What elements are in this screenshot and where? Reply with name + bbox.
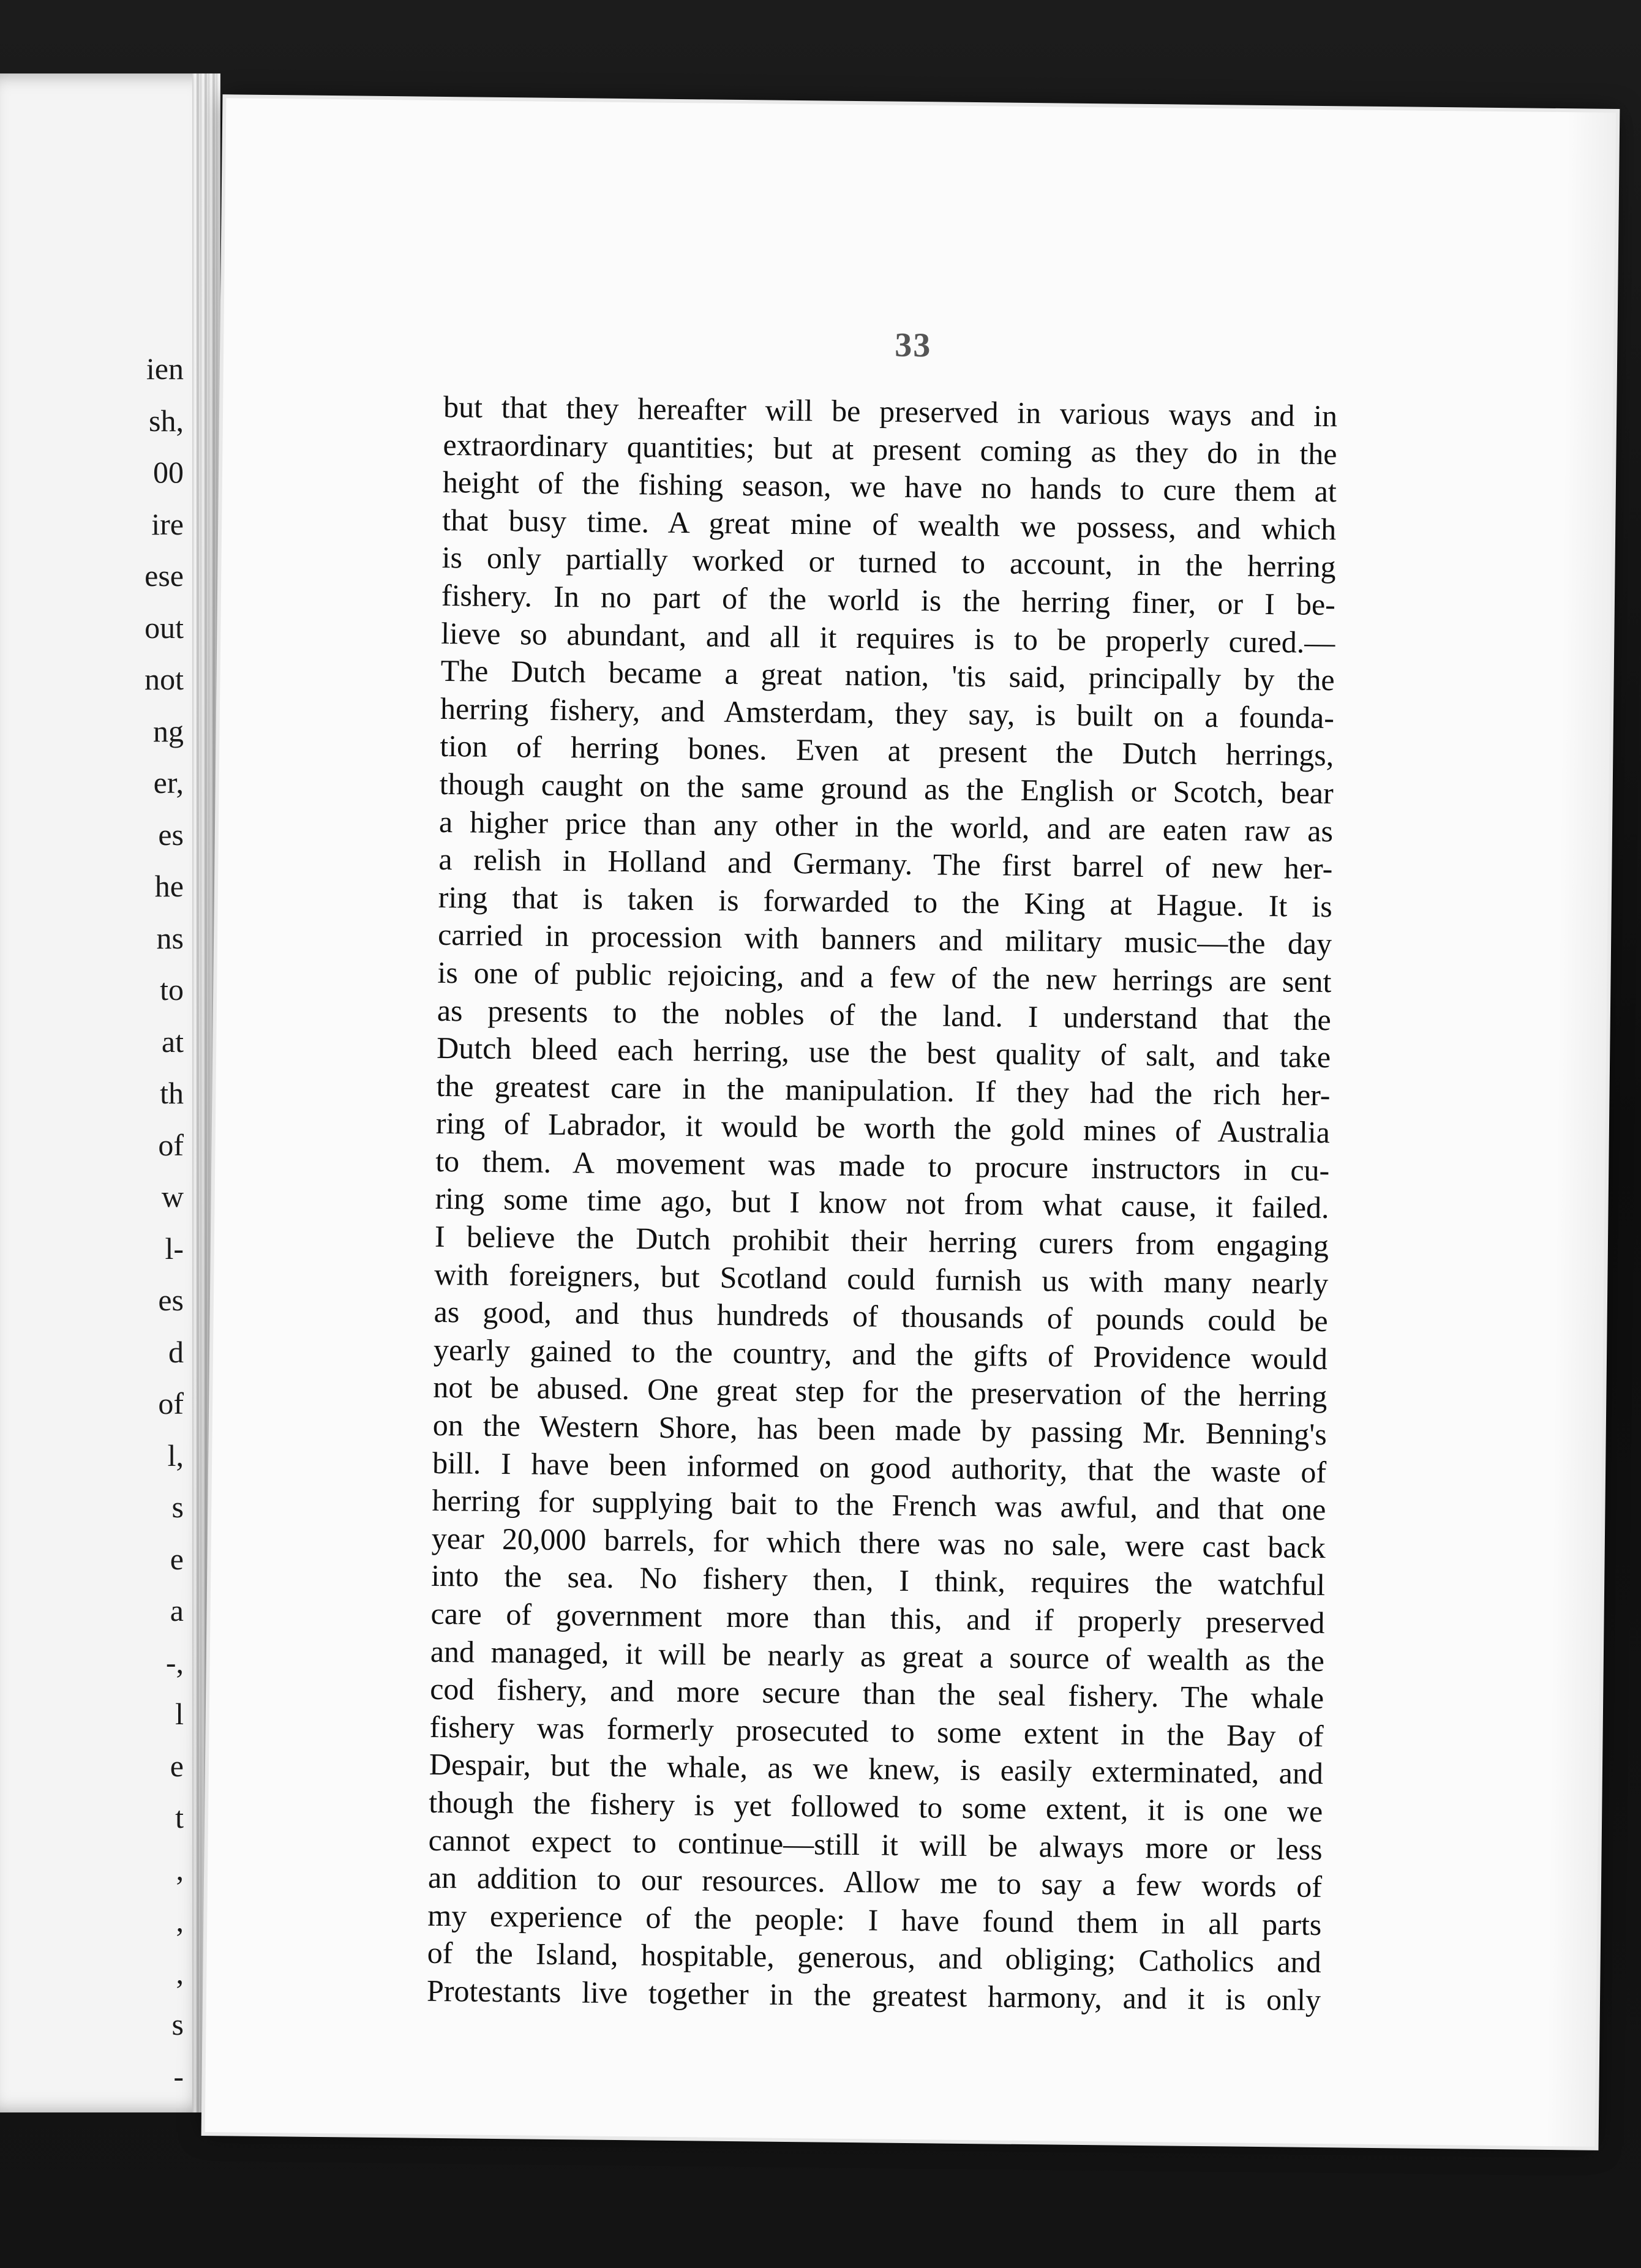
left-fragment: ire: [151, 506, 184, 541]
text-line: though the fishery is yet followed to some extent, it is one we: [429, 1784, 1323, 1829]
left-fragment: ese: [145, 558, 184, 593]
text-line: fishery was formerly prosecuted to some extent in the Bay of: [429, 1709, 1324, 1753]
left-fragment: a: [170, 1593, 184, 1628]
left-fragment: ns: [156, 920, 184, 955]
left-fragment: t: [175, 1800, 184, 1834]
text-line: as good, and thus hundreds of thousands of pounds could be: [434, 1294, 1328, 1339]
left-fragment: -: [173, 2059, 184, 2093]
text-line: my experience of the people: I have found them in all parts: [427, 1898, 1322, 1942]
text-line: bill. I have been informed on good authority, that the waste of: [432, 1445, 1327, 1489]
left-fragment: he: [154, 869, 184, 903]
page-number: 33: [894, 326, 932, 365]
left-fragment: er,: [153, 765, 184, 800]
left-fragment: l,: [167, 1438, 184, 1473]
text-line: is one of public rejoicing, and a few of the new herrings are sent: [437, 955, 1332, 999]
text-line: of the Island, hospitable, generous, and obliging; Catholics and: [427, 1936, 1321, 1980]
text-line: an addition to our resources. Allow me to say a few words of: [427, 1860, 1323, 1904]
text-line: herring for supplying bait to the French was awful, and that one: [432, 1483, 1326, 1527]
left-fragment: -,: [165, 1645, 184, 1680]
left-page-text-fragments: [110, 343, 184, 2102]
text-line: ring that is taken is forwarded to the King at Hague. It is: [438, 879, 1333, 923]
text-line: yearly gained to the country, and the gifts of Providence would: [433, 1332, 1328, 1376]
text-line: the greatest care in the manipulation. If they had the rich her-: [436, 1068, 1331, 1112]
left-fragment: ien: [146, 351, 184, 386]
text-line: to them. A movement was made to procure instructors in cu-: [435, 1143, 1330, 1188]
text-line: carried in procession with banners and military music—the day: [437, 917, 1332, 961]
left-fragment: s: [171, 2007, 184, 2041]
left-fragment: e: [170, 1748, 184, 1783]
text-line: fishery. In no part of the world is the herring finer, or I be-: [441, 577, 1336, 622]
left-fragment: 00: [153, 455, 184, 489]
text-line: I believe the Dutch prohibit their herring curers from engaging: [434, 1218, 1329, 1263]
text-line: cannot expect to continue—still it will be always more or less: [428, 1822, 1323, 1866]
text-line: height of the fishing season, we have no hands to cure them at: [442, 465, 1337, 509]
text-line: on the Western Shore, has been made by passing Mr. Benning's: [432, 1407, 1327, 1452]
left-fragment: sh,: [149, 403, 184, 438]
left-fragment: out: [145, 610, 184, 645]
left-fragment: ,: [176, 1955, 184, 1990]
text-line: as presents to the nobles of the land. I understand that the: [437, 993, 1332, 1037]
text-line: extraordinary quantities; but at present coming as they do in the: [443, 427, 1337, 471]
text-line: lieve so abundant, and all it requires is to be properly cured.—: [441, 615, 1335, 659]
left-fragment: to: [160, 972, 184, 1007]
text-line: is only partially worked or turned to account, in the herring: [441, 540, 1336, 584]
text-line: that busy time. A great mine of wealth we possess, and which: [441, 502, 1337, 547]
text-line: with foreigners, but Scotland could furnish us with many nearly: [434, 1256, 1329, 1301]
text-line: a higher price than any other in the world, and are eaten raw as: [438, 804, 1334, 848]
left-fragment: of: [158, 1386, 184, 1421]
left-fragment: l: [175, 1697, 184, 1731]
text-line: but that they hereafter will be preserved in various ways and in: [443, 389, 1338, 434]
text-line: not be abused. One great step for the preservation of the herring: [433, 1370, 1327, 1414]
text-line: herring fishery, and Amsterdam, they say, is built on a founda-: [440, 691, 1335, 735]
text-line: tion of herring bones. Even at present the Dutch herrings,: [440, 729, 1334, 773]
text-line: Despair, but the whale, as we knew, is easily exterminated, and: [429, 1747, 1324, 1791]
left-fragment: s: [171, 1490, 184, 1524]
left-fragment: ,: [176, 1904, 184, 1938]
left-fragment: at: [161, 1024, 184, 1059]
text-line: cod fishery, and more secure than the seal fishery. The whale: [429, 1672, 1324, 1716]
left-fragment: l-: [165, 1231, 184, 1266]
text-line: into the sea. No fishery then, I think, requires the watchful: [430, 1558, 1326, 1602]
left-fragment: th: [160, 1076, 184, 1110]
left-fragment: not: [145, 662, 184, 696]
text-line: ring some time ago, but I know not from what cause, it failed.: [435, 1181, 1329, 1225]
page-body-text: [427, 388, 1338, 2019]
text-line: ring of Labrador, it would be worth the gold mines of Australia: [435, 1106, 1331, 1150]
left-fragment: ng: [153, 713, 184, 748]
left-fragment: es: [158, 1283, 184, 1317]
left-fragment: of: [158, 1127, 184, 1162]
left-fragment: w: [161, 1179, 184, 1214]
text-line: and managed, it will be nearly as great a source of wealth as the: [430, 1634, 1325, 1678]
text-line: year 20,000 barrels, for which there was no sale, were cast back: [431, 1520, 1326, 1564]
text-line: care of government more than this, and if properly preserved: [430, 1596, 1325, 1640]
left-fragment: d: [168, 1334, 184, 1369]
main-page: [205, 98, 1617, 2147]
page-shading: [1546, 112, 1617, 2147]
text-line: The Dutch became a great nation, 'tis said, principally by the: [440, 653, 1335, 697]
left-fragment: ,: [176, 1852, 184, 1887]
left-fragment: e: [170, 1541, 184, 1576]
text-line: though caught on the same ground as the English or Scotch, bear: [439, 766, 1334, 811]
text-line: Protestants live together in the greatest harmony, and it is only: [426, 1973, 1321, 2018]
text-line: a relish in Holland and Germany. The first barrel of new her-: [438, 842, 1333, 886]
left-page: [0, 73, 220, 2112]
text-line: Dutch bleed each herring, use the best quality of salt, and take: [436, 1030, 1331, 1075]
left-fragment: es: [158, 817, 184, 852]
